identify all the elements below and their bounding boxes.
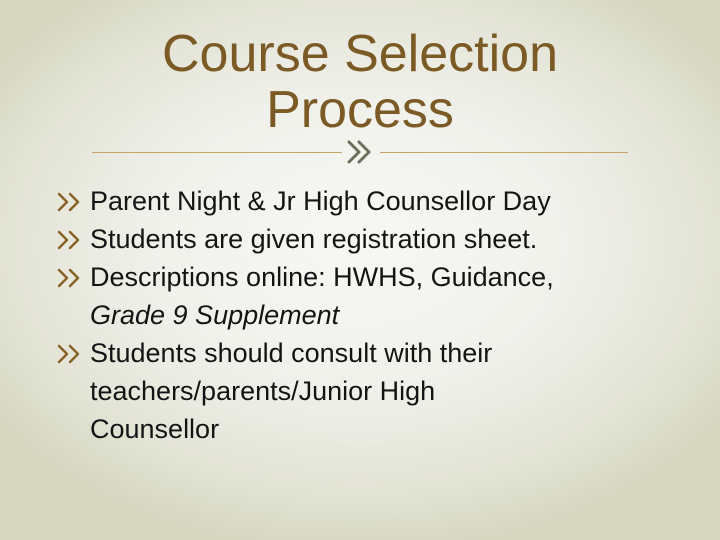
bullet-continuation-line-1: teachers/parents/Junior High (90, 376, 436, 406)
bullet-text: Parent Night & Jr High Counsellor Day (90, 186, 551, 216)
double-arrow-icon (345, 139, 377, 165)
double-arrow-icon (56, 268, 88, 288)
slide-title (60, 26, 660, 138)
bullet-text: Descriptions online: HWHS, Guidance, (90, 262, 554, 292)
bullet-continuation-italic: Grade 9 Supplement (90, 300, 340, 330)
bullet-item (90, 220, 700, 258)
title-divider-right (380, 152, 628, 153)
bullet-list (90, 182, 700, 448)
double-arrow-icon (56, 192, 88, 212)
double-arrow-icon (56, 344, 88, 364)
bullet-text: Students should consult with their (90, 338, 493, 368)
slide-title-line-2: Process (266, 81, 454, 139)
title-divider-left (92, 152, 342, 153)
bullet-text: Students are given registration sheet. (90, 224, 538, 254)
double-arrow-icon (56, 230, 88, 250)
bullet-item (90, 334, 700, 448)
slide-title-line-1: Course Selection (162, 25, 558, 83)
bullet-continuation-line-2: Counsellor (90, 414, 220, 444)
bullet-item (90, 258, 700, 334)
bullet-item (90, 182, 700, 220)
